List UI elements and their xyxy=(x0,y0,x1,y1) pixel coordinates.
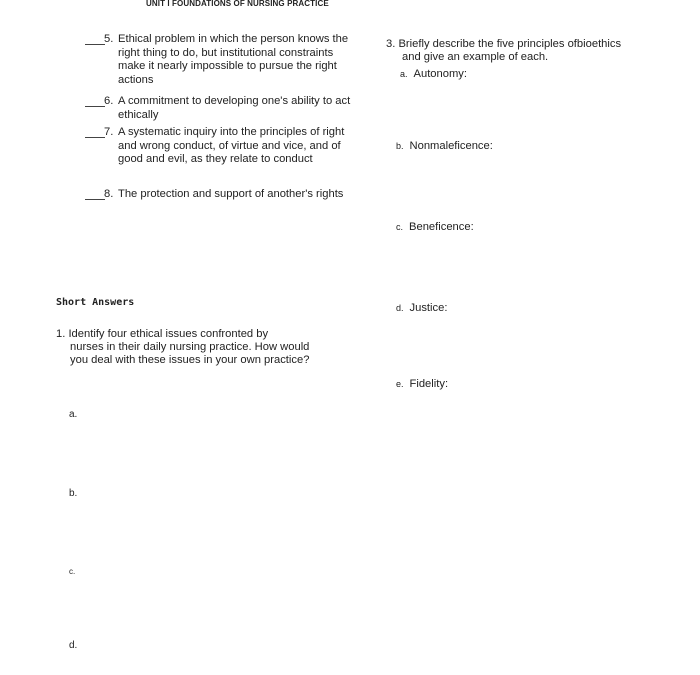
item-text: Ethical problem in which the person knows the right thing to do, but institutional constraints make it nearly impossible to pursue the right actions xyxy=(118,33,349,86)
item-text: A commitment to developing one's ability to act ethically xyxy=(118,95,351,121)
answer-label-b: b. xyxy=(69,488,78,499)
principle-label: Beneficence: xyxy=(409,221,474,233)
principle-letter: a. xyxy=(400,69,408,79)
question-number: 3. xyxy=(386,38,396,50)
principle-letter: e. xyxy=(396,379,404,389)
question-1 xyxy=(56,328,326,367)
item-number: 7. xyxy=(104,126,114,138)
running-header: UNIT I FOUNDATIONS OF NURSING PRACTICE xyxy=(146,0,329,8)
answer-label-d: d. xyxy=(69,640,78,651)
principle-letter: b. xyxy=(396,141,404,151)
principle-label: Fidelity: xyxy=(409,378,449,390)
question-text: nurses in their daily nursing practice. How would you deal with these issues in your own practice? xyxy=(70,341,310,366)
principle-justice xyxy=(396,302,447,314)
principle-nonmaleficence xyxy=(396,140,493,152)
item-number: 8. xyxy=(104,188,114,200)
principle-label: Autonomy: xyxy=(413,68,467,80)
principle-letter: d. xyxy=(396,303,404,313)
item-text: A systematic inquiry into the principles of right and wrong conduct, of virtue and vice, and of good and evil, as they relate to conduct xyxy=(118,126,345,166)
principle-beneficence xyxy=(396,221,474,233)
section-title: Short Answers xyxy=(56,297,135,308)
principle-letter: c. xyxy=(396,222,404,232)
question-text-line1: Identify four ethical issues confronted by xyxy=(68,328,269,340)
answer-blank[interactable] xyxy=(85,199,105,200)
principle-autonomy xyxy=(400,68,467,80)
item-number: 5. xyxy=(104,33,114,45)
item-text: The protection and support of another's rights xyxy=(118,188,344,200)
question-text: and give an example of each. xyxy=(402,51,549,63)
principle-fidelity xyxy=(396,378,448,390)
question-3 xyxy=(386,38,666,64)
answer-blank[interactable] xyxy=(85,44,105,45)
answer-label-c: c. xyxy=(69,567,76,576)
question-text-line1: Briefly describe the five principles ofbioethics xyxy=(398,38,622,50)
answer-blank[interactable] xyxy=(85,106,105,107)
item-number: 6. xyxy=(104,95,114,107)
principle-label: Nonmaleficence: xyxy=(409,140,493,152)
question-number: 1. xyxy=(56,328,66,340)
answer-blank[interactable] xyxy=(85,137,105,138)
answer-label-a: a. xyxy=(69,409,78,420)
principle-label: Justice: xyxy=(409,302,448,314)
